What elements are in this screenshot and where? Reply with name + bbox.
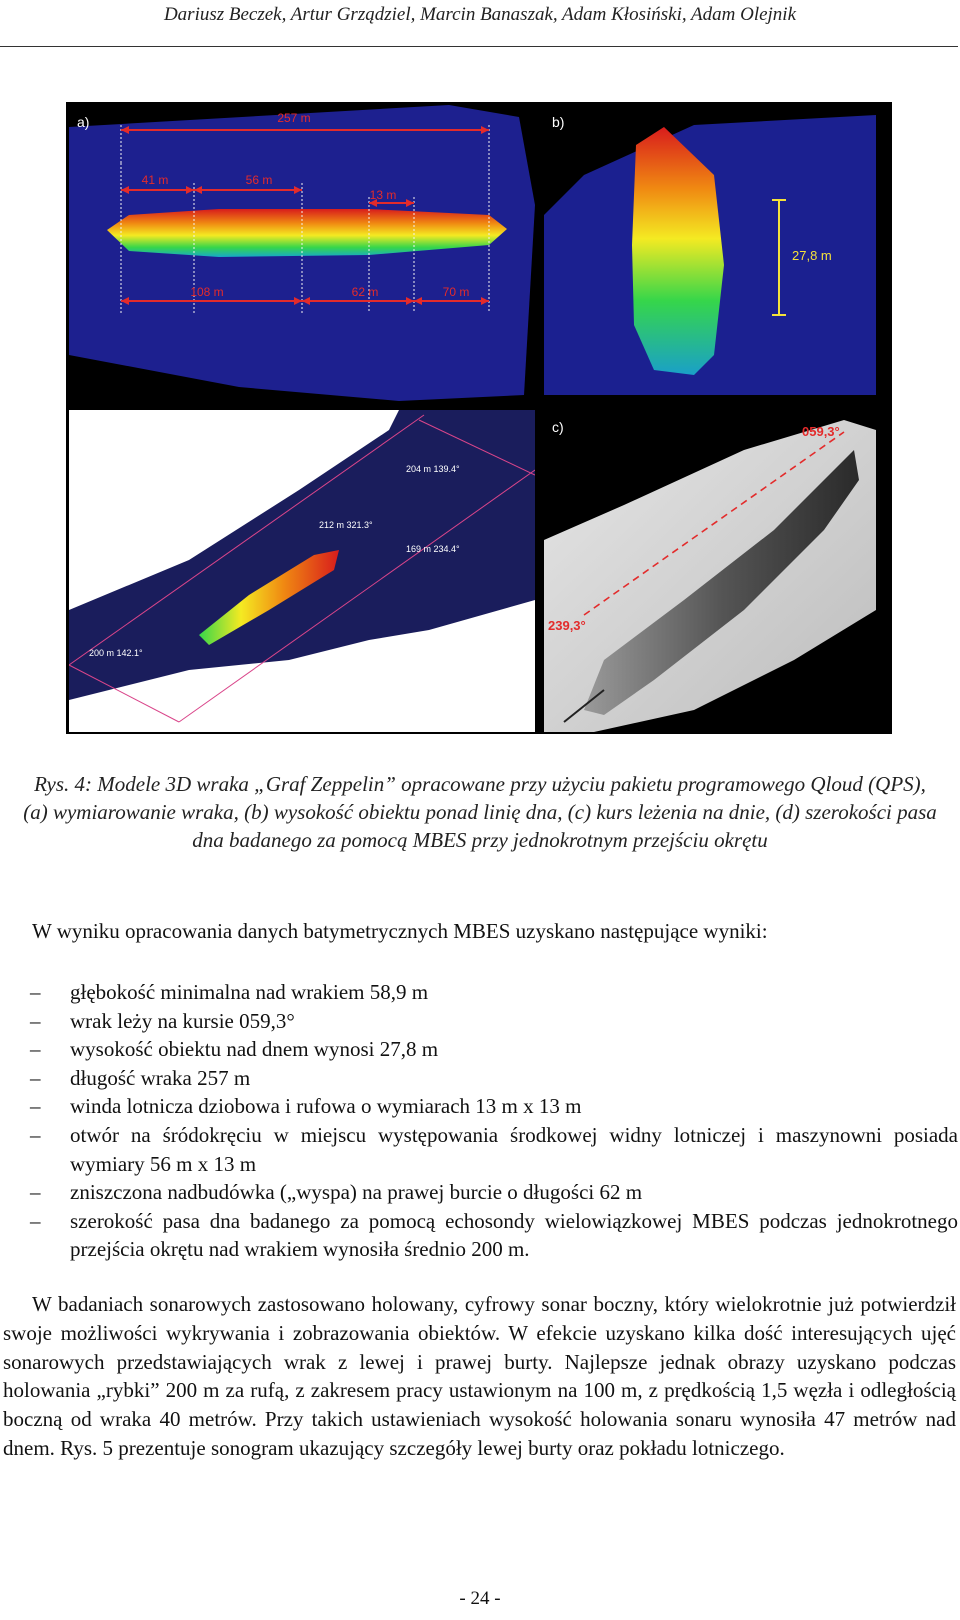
- swath-measurement: 200 m 142.1°: [89, 648, 143, 658]
- panel-c-label: c): [552, 419, 564, 435]
- height-label: 27,8 m: [792, 248, 832, 263]
- list-dash: –: [30, 1180, 41, 1205]
- dimension-label: 257 m: [277, 111, 311, 125]
- list-dash: –: [30, 980, 41, 1004]
- list-item-text: długość wraka 257 m: [70, 1065, 251, 1090]
- dimension-label: 70 m: [442, 285, 470, 299]
- panel-b-height: [544, 105, 876, 401]
- swath-measurement: 169 m 234.4°: [406, 544, 460, 554]
- panel-c-heading: [544, 410, 876, 732]
- list-dash: –: [30, 1208, 41, 1233]
- swath-measurement: 212 m 321.3°: [319, 520, 373, 530]
- list-item: [30, 1207, 958, 1264]
- swath-measurement: 204 m 139.4°: [406, 464, 460, 474]
- list-item-text: szerokość pasa dna badanego za pomocą echosondy wielowiązkowej MBES podczas jednokrotnego przejścia okrętu nad wrakiem wynosiła średnio 200 m.: [70, 1208, 958, 1262]
- list-dash: –: [30, 1008, 41, 1033]
- page-number: - 24 -: [459, 1588, 501, 1609]
- dimension-label: 108 m: [190, 285, 224, 299]
- list-dash: –: [30, 1122, 41, 1147]
- list-item: [30, 978, 958, 1007]
- results-list: [30, 978, 958, 1264]
- panel-a-label: a): [77, 114, 90, 130]
- header-rule: [0, 46, 958, 47]
- running-header: Dariusz Beczek, Artur Grządziel, Marcin Banaszak, Adam Kłosiński, Adam Olejnik: [163, 4, 797, 25]
- dimension-label: 56 m: [245, 173, 273, 187]
- list-dash: –: [30, 1065, 41, 1090]
- list-dash: –: [30, 1094, 41, 1119]
- figure-caption: Rys. 4: Modele 3D wraka „Graf Zeppelin” opracowane przy użyciu pakietu programowego Qloud (QPS), (a) wymiarowanie wraka, (b) wysokość obiektu ponad linię dna, (c) kurs leżenia na dnie, (d) szerokości pasa dna badanego za pomocą MBES przy jednokrotnym przejściu okrętu: [23, 772, 937, 852]
- list-item: [30, 1035, 958, 1064]
- list-item-text: zniszczona nadbudówka („wyspa) na prawej burcie o długości 62 m: [70, 1180, 643, 1205]
- body-paragraph: W badaniach sonarowych zastosowano holowany, cyfrowy sonar boczny, który wielokrotnie już potwierdził swoje możliwości wykrywania i zobrazowania obiektów. W efekcie uzyskano kilka dość interesujących ujęć sonarowych przedstawiających wrak z lewej i prawej burty. Najlepsze jednak obrazy uzyskano podczas holowania „rybki” 200 m za rufą, z zakresem pracy ustawionym na 100 m, z prędkością 1,5 węzła i odległością boczną od wraka 40 metrów. Przy takich ustawieniach wysokość holowania sonaru wynosiła 47 metrów nad dnem. Rys. 5 prezentuje sonogram ukazujący szczegóły lewej burty oraz pokładu lotniczego.: [3, 1292, 956, 1460]
- panel-b-label: b): [552, 114, 565, 130]
- list-item-text: otwór na śródokręciu w miejscu występowania środkowej widny lotniczej i maszynowni posiada wymiary 56 m x 13 m: [70, 1122, 958, 1176]
- figure-4: [66, 102, 892, 734]
- list-item-text: wrak leży na kursie 059,3°: [70, 1008, 295, 1033]
- list-dash: –: [30, 1037, 41, 1062]
- panel-a-dimensioning: [69, 105, 535, 401]
- list-item-text: winda lotnicza dziobowa i rufowa o wymiarach 13 m x 13 m: [70, 1094, 582, 1119]
- dimension-label: 62 m: [351, 285, 379, 299]
- list-item: [30, 1064, 958, 1093]
- list-item: [30, 1092, 958, 1121]
- list-item-text: głębokość minimalna nad wrakiem 58,9 m: [70, 980, 429, 1004]
- heading-bottom-label: 239,3°: [548, 618, 586, 633]
- dimension-label: 41 m: [141, 173, 169, 187]
- list-item: [30, 1121, 958, 1178]
- dimension-label: 13 m: [369, 188, 397, 202]
- list-item: [30, 1178, 958, 1207]
- results-intro: W wyniku opracowania danych batymetrycznych MBES uzyskano następujące wyniki:: [32, 919, 768, 943]
- heading-top-label: 059,3°: [802, 424, 840, 439]
- panel-d-label: d): [77, 419, 90, 435]
- list-item-text: wysokość obiektu nad dnem wynosi 27,8 m: [70, 1037, 439, 1062]
- panel-d-swath-width: [69, 410, 535, 732]
- list-item: [30, 1007, 958, 1036]
